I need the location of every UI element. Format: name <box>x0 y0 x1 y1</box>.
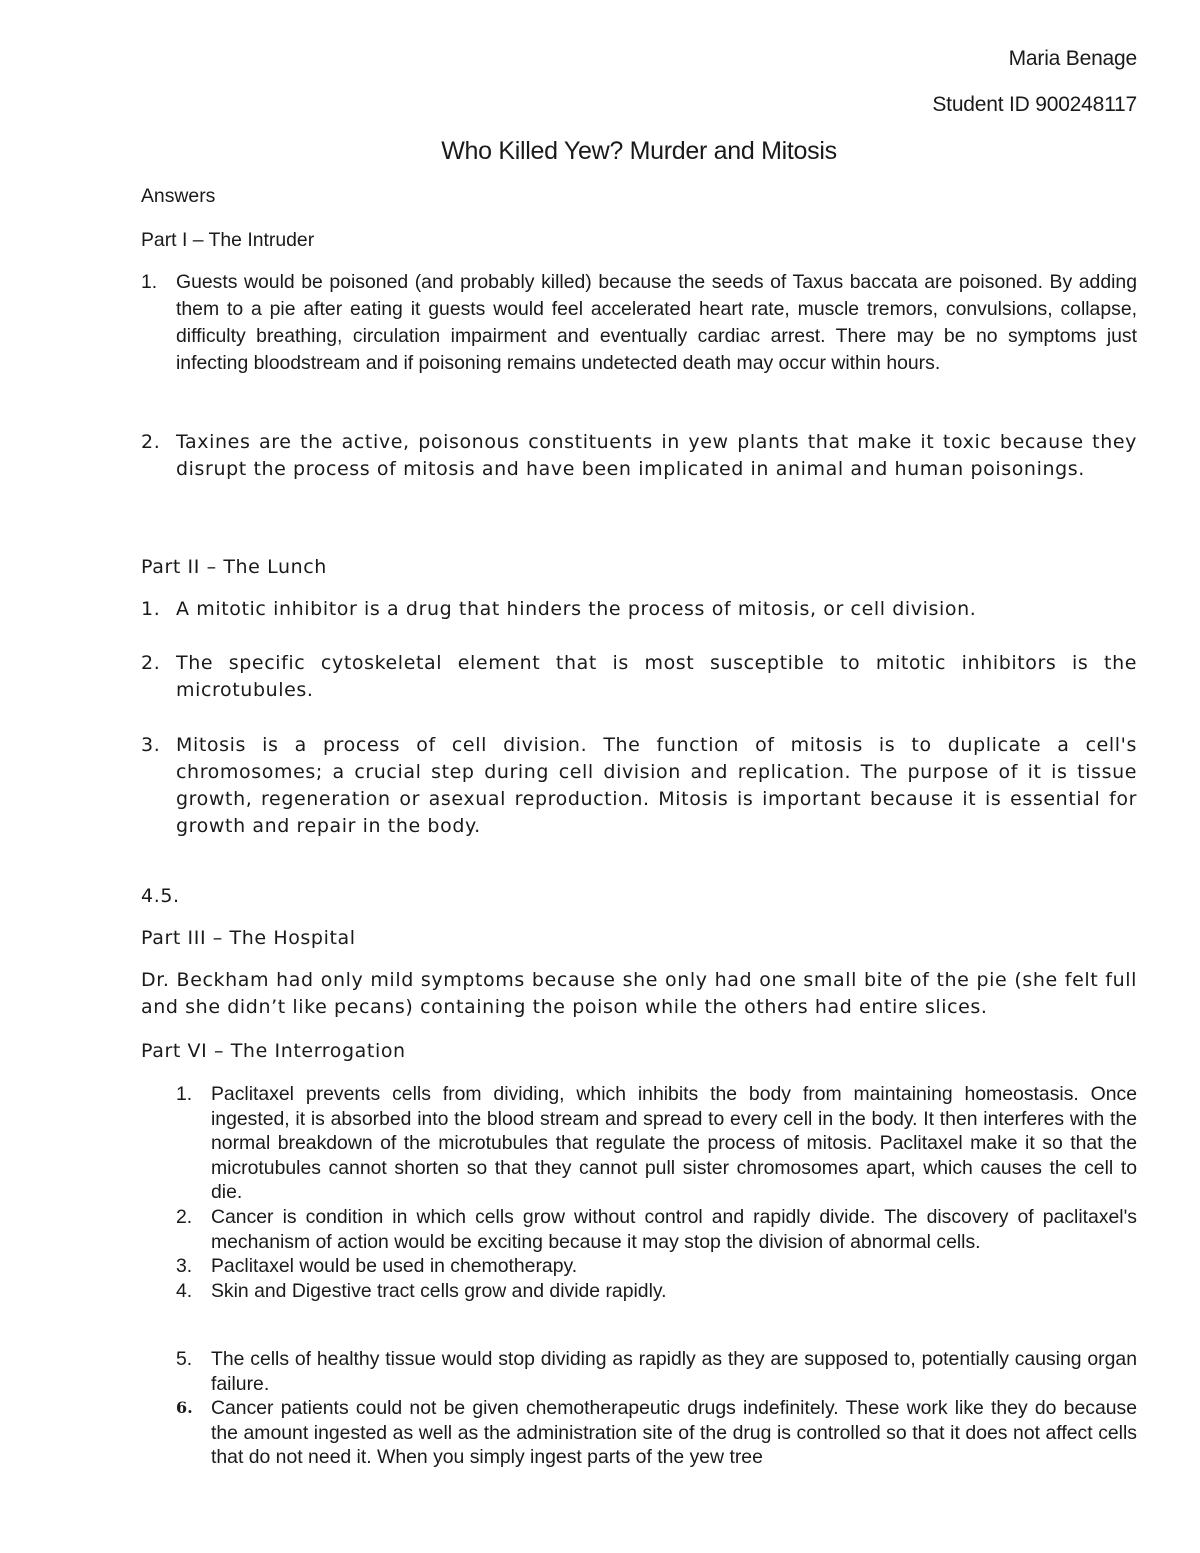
list-text: Cancer patients could not be given chemotherapeutic drugs indefinitely. These work like they do because the amount ingested as well as the administration site of the drug is controlled so that it does not affect cells that do not need it. When you simply ingest parts of the yew tree <box>211 1397 1137 1469</box>
list-number: 4. <box>176 1279 193 1302</box>
list-text: A mitotic inhibitor is a drug that hinders the process of mitosis, or cell division. <box>176 598 977 620</box>
list-number: 1. <box>176 1083 193 1105</box>
author-name: Maria Benage <box>1008 47 1137 70</box>
list-item <box>141 650 1137 704</box>
list-item <box>141 1254 1137 1279</box>
answers-label: Answers <box>141 185 216 207</box>
list-number: 2. <box>141 431 161 453</box>
list-text: Taxines are the active, poisonous constituents in yew plants that make it toxic because they disrupt the process of mitosis and have been implicated in animal and human poisonings. <box>176 431 1137 480</box>
part1-list <box>141 269 1137 377</box>
list-item <box>141 596 1137 623</box>
list-text: Paclitaxel prevents cells from dividing, which inhibits the body from maintaining homeostasis. Once ingested, it is absorbed into the blood stream and spread to every cell in the body. It then interferes with the normal breakdown of the microtubules that regulate the process of mitosis. Paclitaxel make it so that the microtubules cannot shorten so that they cannot pull sister chromosomes apart, which causes the cell to die. <box>211 1083 1137 1204</box>
list-text: The specific cytoskeletal element that is most susceptible to mitotic inhibitors is the microtubules. <box>176 652 1137 701</box>
list-text: The cells of healthy tissue would stop dividing as rapidly as they are supposed to, potentially causing organ failure. <box>211 1348 1137 1395</box>
list-number: 2. <box>176 1205 193 1228</box>
part3-heading: Part III – The Hospital <box>141 927 356 949</box>
list-item <box>141 732 1137 840</box>
list-text: Skin and Digestive tract cells grow and divide rapidly. <box>211 1279 667 1302</box>
list-number: 1. <box>141 271 158 293</box>
list-item <box>141 1279 1137 1304</box>
list-number: 5. <box>176 1348 193 1370</box>
list-number: 1. <box>141 598 161 620</box>
list-number: 3. <box>141 734 161 756</box>
list-item <box>141 1082 1137 1205</box>
part2-extra: 4.5. <box>141 885 180 907</box>
part1-heading: Part I – The Intruder <box>141 229 315 251</box>
list-text: Paclitaxel would be used in chemotherapy. <box>211 1255 578 1278</box>
list-text: Cancer is condition in which cells grow without control and rapidly divide. The discovery of paclitaxel's mechanism of action would be exciting because it may stop the division of abnormal cells. <box>211 1205 1137 1253</box>
part2-list-1 <box>141 596 1137 623</box>
list-number: 2. <box>141 652 161 674</box>
list-item <box>141 429 1137 483</box>
document-title: Who Killed Yew? Murder and Mitosis <box>441 137 837 165</box>
student-id: Student ID 900248117 <box>932 93 1137 116</box>
list-text: Mitosis is a process of cell division. The function of mitosis is to duplicate a cell's chromosomes; a crucial step during cell division and replication. The purpose of it is tissue growth, regeneration or asexual reproduction. Mitosis is important because it is essential for growth and repair in the body. <box>176 734 1137 837</box>
list-number: 6. <box>176 1398 193 1418</box>
part2-list-3 <box>141 732 1137 840</box>
part3-paragraph: Dr. Beckham had only mild symptoms because she only had one small bite of the pie (she felt full and she didn’t like pecans) containing the poison while the others had entire slices. <box>141 969 1137 1018</box>
list-item <box>141 1396 1137 1470</box>
list-number: 3. <box>176 1255 193 1278</box>
part2-list-2 <box>141 650 1137 704</box>
part1-list-2 <box>141 429 1137 483</box>
part4-list <box>141 1082 1137 1303</box>
part4-list-2 <box>141 1347 1137 1470</box>
document-page <box>141 0 1137 1553</box>
part4-heading: Part VI – The Interrogation <box>141 1040 406 1062</box>
list-text: Guests would be poisoned (and probably killed) because the seeds of Taxus baccata are poisoned. By adding them to a pie after eating it guests would feel accelerated heart rate, muscle tremors, convulsions, collapse, difficulty breathing, circulation impairment and eventually cardiac arrest. There may be no symptoms just infecting bloodstream and if poisoning remains undetected death may occur within hours. <box>176 271 1137 374</box>
part2-heading: Part II – The Lunch <box>141 556 327 578</box>
list-item <box>141 269 1137 377</box>
list-item <box>141 1205 1137 1254</box>
list-item <box>141 1347 1137 1396</box>
